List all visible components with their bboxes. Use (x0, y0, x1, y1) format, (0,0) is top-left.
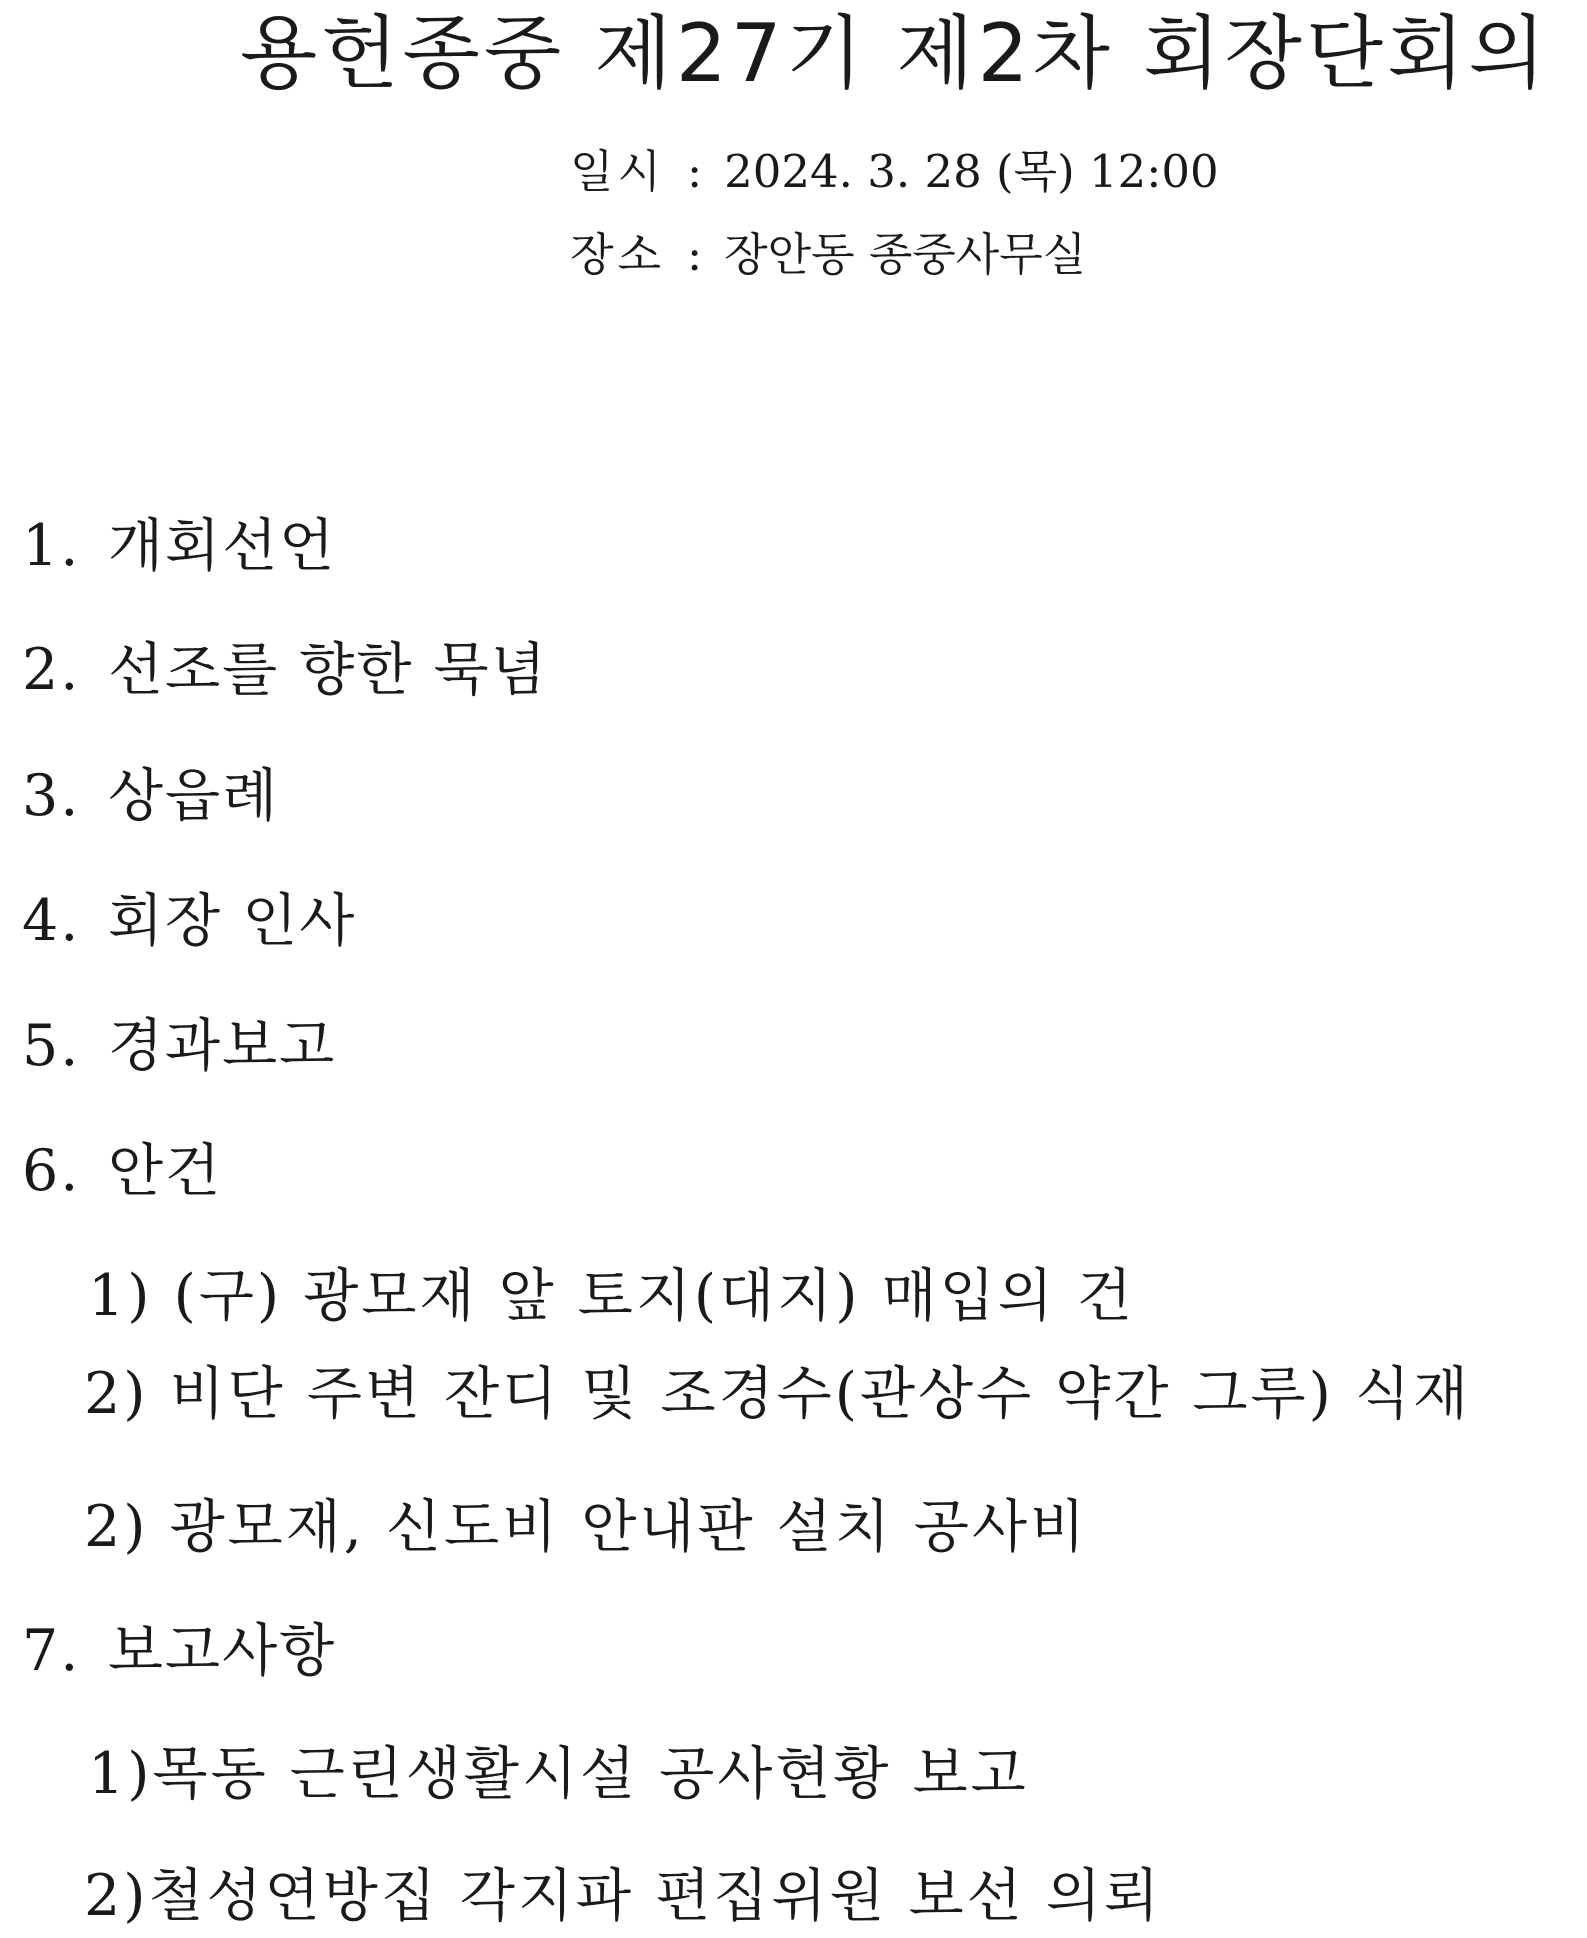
agenda-text: 회장 인사 (108, 888, 357, 954)
agenda-item-4 (22, 887, 356, 955)
agenda-text: 선조를 향한 묵념 (108, 637, 548, 703)
agenda-number: 6. (22, 1138, 81, 1204)
agenda-item-1 (22, 512, 336, 580)
agenda-number: 5. (22, 1013, 81, 1079)
agenda-text: 상읍례 (108, 763, 280, 829)
agenda-number: 2. (22, 637, 81, 703)
agenda-subitem-2: 2) 비단 주변 잔디 및 조경수(관상수 약간 그루) 식재 (84, 1361, 1472, 1427)
agenda-number: 1. (22, 513, 81, 579)
agenda-text: 경과보고 (108, 1013, 337, 1079)
agenda-item-3 (22, 762, 279, 830)
document-title: 용헌종중 제27기 제2차 회장단회의 (240, 7, 1550, 100)
agenda-item-7 (22, 1617, 336, 1685)
agenda-text: 개회선언 (108, 513, 337, 579)
meeting-date (570, 145, 1219, 199)
report-subitem-2: 2)철성연방집 각지파 편집위원 보선 의뢰 (84, 1863, 1162, 1929)
date-separator: : (686, 145, 703, 198)
agenda-text: 안건 (108, 1138, 223, 1204)
agenda-subitem-1: 1) (구) 광모재 앞 토지(대지) 매입의 건 (88, 1263, 1135, 1329)
agenda-item-5 (22, 1012, 336, 1080)
place-value: 장안동 종중사무실 (724, 228, 1087, 281)
meeting-place (570, 228, 1086, 282)
agenda-number: 3. (22, 763, 81, 829)
agenda-item-2 (22, 636, 548, 704)
report-subitem-1: 1)목동 근린생활시설 공사현황 보고 (88, 1741, 1029, 1807)
agenda-text: 보고사항 (108, 1618, 337, 1684)
agenda-number: 4. (22, 888, 81, 954)
place-label: 장소 (570, 228, 665, 281)
date-value: 2024. 3. 28 (목) 12:00 (724, 145, 1219, 198)
agenda-item-6 (22, 1137, 222, 1205)
agenda-number: 7. (22, 1618, 81, 1684)
agenda-subitem-3: 2) 광모재, 신도비 안내판 설치 공사비 (84, 1494, 1089, 1560)
place-separator: : (686, 228, 703, 281)
date-label: 일시 (570, 145, 665, 198)
